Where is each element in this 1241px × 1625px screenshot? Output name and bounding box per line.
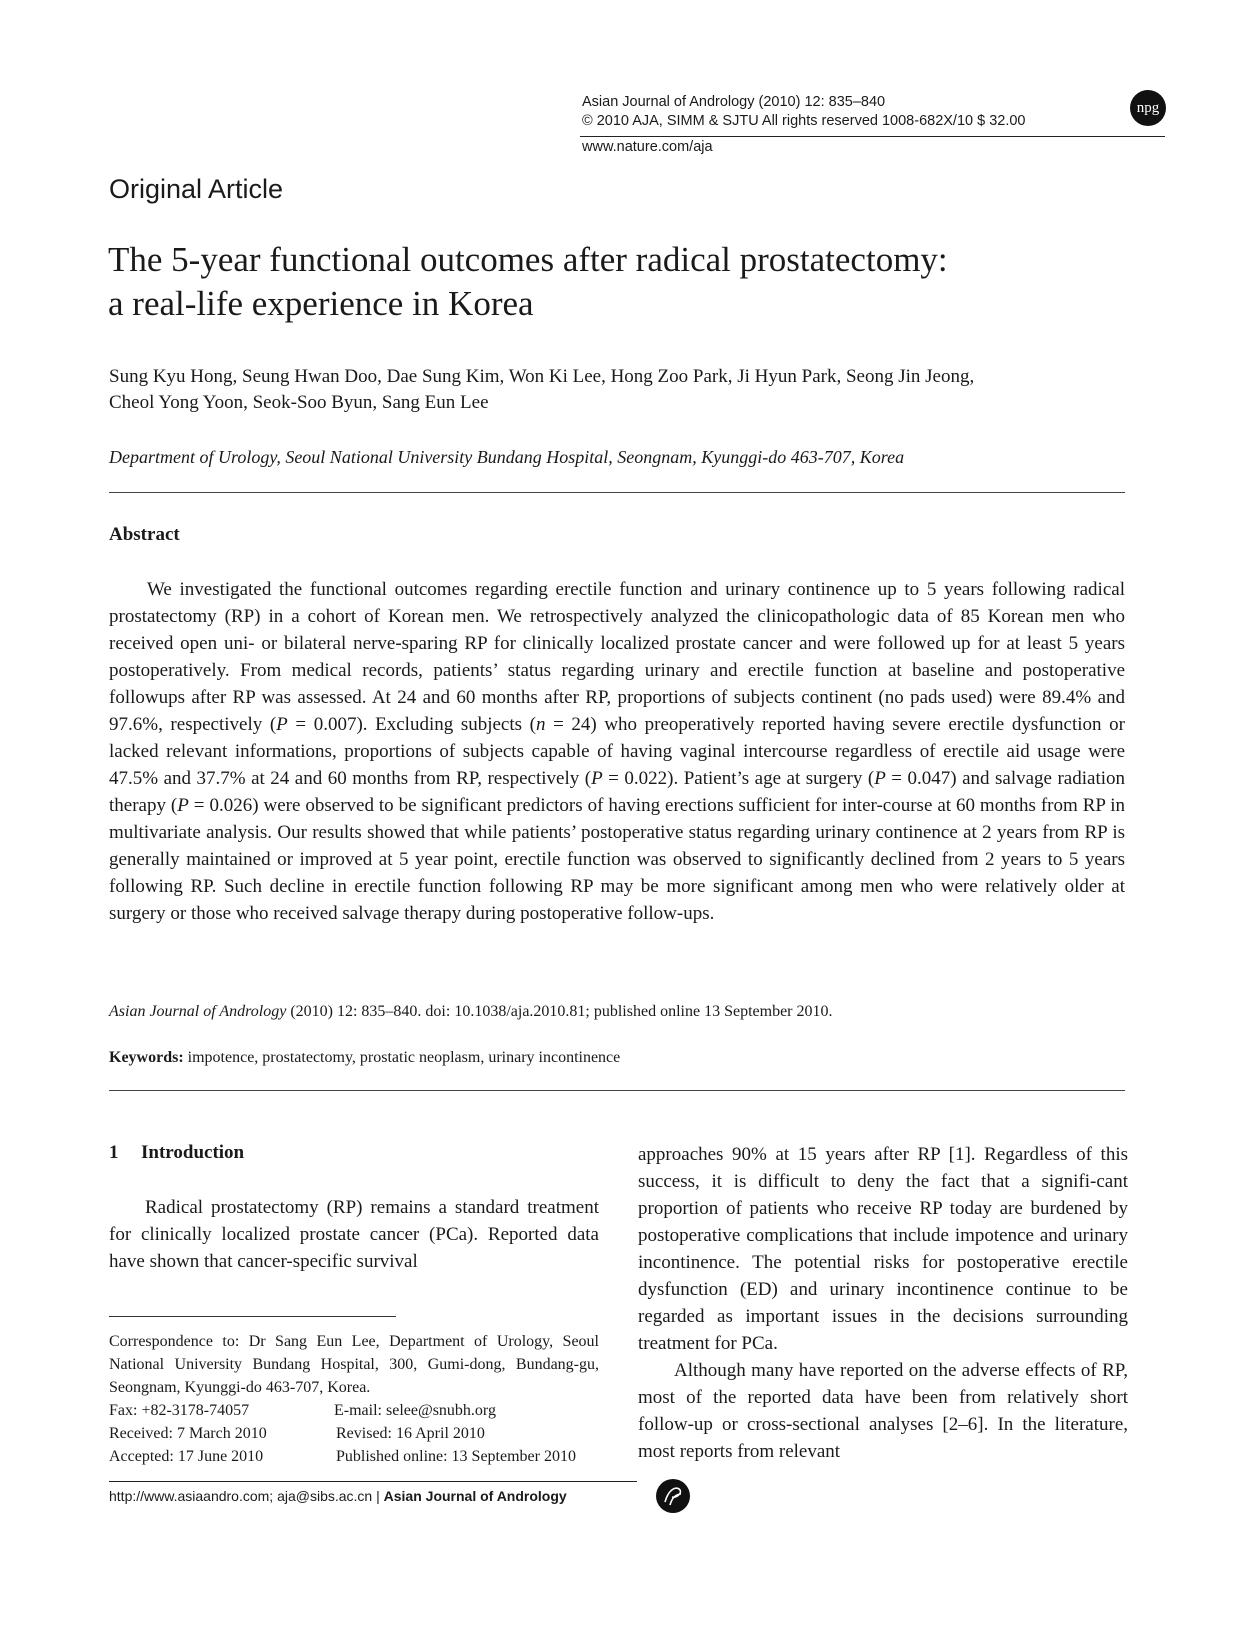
footnote-rule [109,1316,396,1317]
journal-url-link[interactable]: www.nature.com/aja [582,139,713,155]
fax-number: Fax: +82-3178-74057 [109,1402,250,1419]
author-list [109,364,1169,416]
header-rule [580,136,1165,137]
divider [109,492,1125,493]
published-date: Published online: 13 September 2010 [336,1448,576,1465]
npg-logo: npg [1130,90,1166,126]
intro-paragraph: Radical prostatectomy (RP) remains a standard treatment for clinically localized prostate cancer (PCa). Reported data have shown that cancer-specific survival [109,1197,599,1272]
rights-line: © 2010 AJA, SIMM & SJTU All rights reserved 1008-682X/10 $ 32.00 [582,113,1026,129]
abstract-text: = 0.022). Patient’s age at surgery ( [602,768,875,789]
section-number: 1 [109,1142,119,1163]
footer-links [109,1488,567,1504]
article-type: Original Article [109,174,284,204]
received-date: Received: 7 March 2010 [109,1425,267,1442]
p-symbol: P [177,795,189,816]
citation-details: (2010) 12: 835–840. doi: 10.1038/aja.2010.81; published online 13 September 2010. [286,1003,833,1020]
journal-header [582,93,1164,131]
journal-citation-line: Asian Journal of Andrology (2010) 12: 835–840 [582,94,886,110]
section-title: Introduction [141,1142,245,1163]
abstract-heading: Abstract [109,524,180,545]
keywords-text: impotence, prostatectomy, prostatic neoplasm, urinary incontinence [183,1049,621,1066]
email-link[interactable]: E-mail: selee@snubh.org [334,1402,496,1419]
p-symbol: P [874,768,886,789]
abstract-text: = 24) who preoperatively reported having severe erectile dysfunction or lacked relevant informations, proportions of subjects capable of having vaginal intercourse regardless of erectile aid usage were 47.5% and 37.7% at 24 and 60 months from RP, respectively ( [109,714,1125,789]
keywords-label: Keywords: [109,1049,184,1066]
n-symbol: n [535,714,546,735]
abstract-body [109,576,1125,927]
article-citation [109,1003,1125,1021]
title-line-1: The 5-year functional outcomes after radical prostatectomy: [108,240,948,279]
left-column [109,1194,599,1275]
abstract-text: = 0.007). Excluding subjects ( [287,714,536,735]
footer-journal-name: Asian Journal of Andrology [383,1488,567,1504]
footer-urls[interactable]: http://www.asiaandro.com; aja@sibs.ac.cn | [109,1488,384,1504]
keywords [109,1049,1125,1067]
intro-paragraph: Although many have reported on the adverse effects of RP, most of the reported data have been from relatively short follow-up or cross-sectional analyses [2–6]. In the literature, most reports from relevant [638,1360,1128,1462]
authors-line-2: Cheol Yong Yoon, Seok-Soo Byun, Sang Eun Lee [109,392,489,413]
right-column [638,1141,1128,1465]
citation-journal: Asian Journal of Andrology [109,1003,287,1020]
intro-paragraph: approaches 90% at 15 years after RP [1]. Regardless of this success, it is difficult to deny the fact that a signifi-cant proportion of patients who receive RP today are burdened by postoperative complications that include impotence and urinary incontinence. The potential risks for postoperative erectile dysfunction (ED) and urinary incontinence continue to be regarded as important issues in the decisions surrounding treatment for PCa. [638,1144,1128,1354]
authors-line-1: Sung Kyu Hong, Seung Hwan Doo, Dae Sung Kim, Won Ki Lee, Hong Zoo Park, Ji Hyun Park, Seong Jin Jeong, [109,366,975,387]
article-title [108,238,1168,326]
abstract-text: We investigated the functional outcomes regarding erectile function and urinary continence up to 5 years following radical prostatectomy (RP) in a cohort of Korean men. We retrospectively analyzed the clinicopathologic data of 85 Korean men who received open uni- or bilateral nerve-sparing RP for clinically localized prostate cancer and were followed up for at least 5 years postoperatively. From medical records, patients’ status regarding urinary and erectile function at baseline and postoperative followups after RP was assessed. At 24 and 60 months after RP, proportions of subjects continent (no pads used) were 89.4% and 97.6%, respectively ( [109,579,1125,735]
p-symbol: P [276,714,288,735]
accepted-date: Accepted: 17 June 2010 [109,1448,264,1465]
abstract-text: = 0.026) were observed to be significant predictors of having erections sufficient for inter-course at 60 months from RP in multivariate analysis. Our results showed that while patients’ postoperative status regarding urinary continence at 2 years from RP is generally maintained or improved at 5 year point, erectile function was observed to significantly declined from 2 years to 5 years following RP. Such decline in erectile function following RP may be more significant among men who were relatively older at surgery or those who received salvage therapy during postoperative follow-ups. [109,795,1125,924]
title-line-2: a real-life experience in Korea [108,284,534,323]
journal-emblem-icon [655,1478,691,1514]
revised-date: Revised: 16 April 2010 [336,1425,485,1442]
divider [109,1090,1125,1091]
correspondence-note: Correspondence to: Dr Sang Eun Lee, Department of Urology, Seoul National University Bundang Hospital, 300, Gumi-dong, Bundang-gu, Seongnam, Kyunggi-do 463-707, Korea. [109,1333,599,1396]
p-symbol: P [591,768,603,789]
section-heading [109,1142,244,1164]
affiliation: Department of Urology, Seoul National University Bundang Hospital, Seongnam, Kyunggi-do 463-707, Korea [109,447,905,467]
footer-rule [109,1481,637,1482]
abstract-text: = 0.047) and salvage radiation therapy ( [109,768,1126,816]
